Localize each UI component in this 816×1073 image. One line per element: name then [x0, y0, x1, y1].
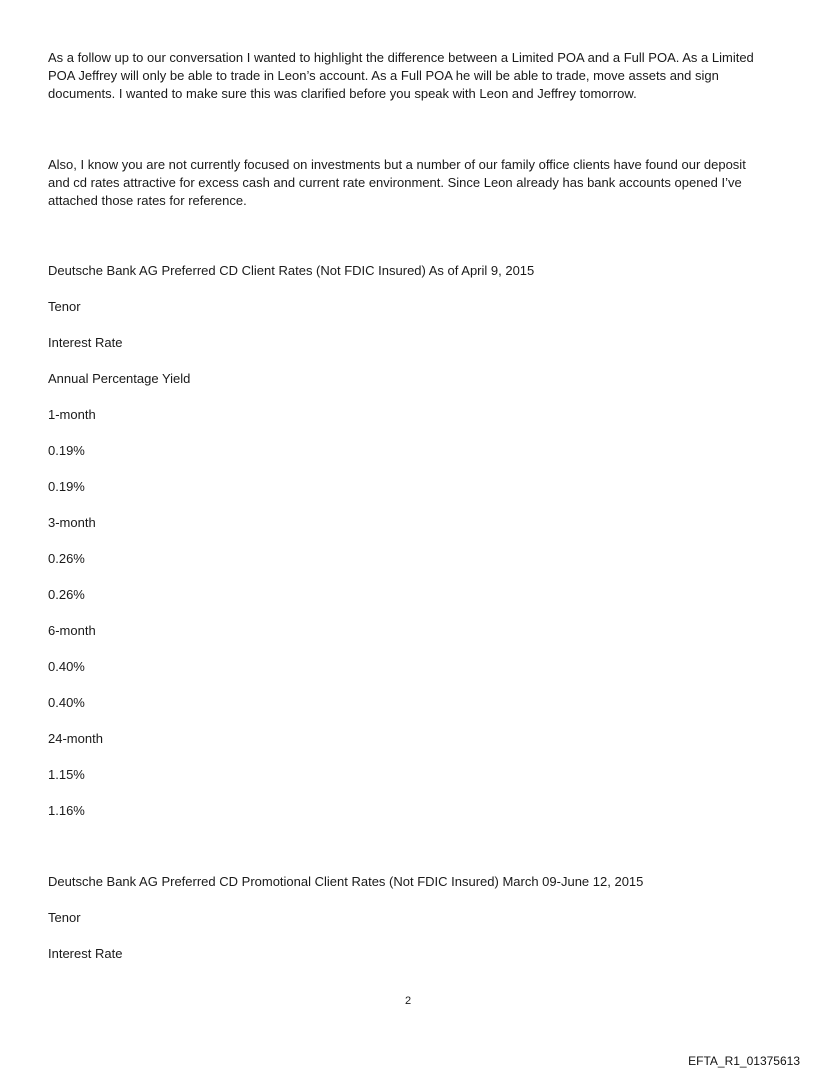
table-cell-tenor: 24-month: [48, 731, 103, 746]
table-cell-tenor: 1-month: [48, 407, 96, 422]
intro-paragraph: As a follow up to our conversation I wanted to highlight the difference between a Limited POA and a Full POA. As a Limited POA Jeffrey will only be able to trade in Leon’s account. As a Full POA he will be able to trade, move assets and sign documents. I wanted to make sure this was clarified before you speak with Leon and Jeffrey tomorrow.: [48, 50, 754, 101]
rates-table-1-header-apy: Annual Percentage Yield: [48, 371, 191, 386]
page-number: 2: [404, 995, 412, 1007]
rates-table-1-header-interest-rate: Interest Rate: [48, 335, 123, 350]
rates-table-2-header-tenor: Tenor: [48, 910, 81, 925]
table-cell-interest-rate: 0.19%: [48, 443, 85, 458]
table-cell-interest-rate: 1.15%: [48, 767, 85, 782]
rates-table-1-title: Deutsche Bank AG Preferred CD Client Rates (Not FDIC Insured) As of April 9, 2015: [48, 263, 535, 278]
rates-table-2-title: Deutsche Bank AG Preferred CD Promotional Client Rates (Not FDIC Insured) March 09-June 12, 2015: [48, 874, 644, 889]
rates-table-2-header-interest-rate: Interest Rate: [48, 946, 123, 961]
table-cell-interest-rate: 0.40%: [48, 659, 85, 674]
table-cell-apy: 0.26%: [48, 587, 85, 602]
table-cell-tenor: 6-month: [48, 623, 96, 638]
table-cell-tenor: 3-month: [48, 515, 96, 530]
rates-paragraph: Also, I know you are not currently focused on investments but a number of our family office clients have found our deposit and cd rates attractive for excess cash and current rate environment. Since Leon already has bank accounts opened I’ve attached those rates for reference.: [48, 157, 746, 208]
table-cell-apy: 0.40%: [48, 695, 85, 710]
rates-table-1-header-tenor: Tenor: [48, 299, 81, 314]
table-cell-apy: 1.16%: [48, 803, 85, 818]
document-id: EFTA_R1_01375613: [688, 1054, 800, 1068]
table-cell-interest-rate: 0.26%: [48, 551, 85, 566]
table-cell-apy: 0.19%: [48, 479, 85, 494]
